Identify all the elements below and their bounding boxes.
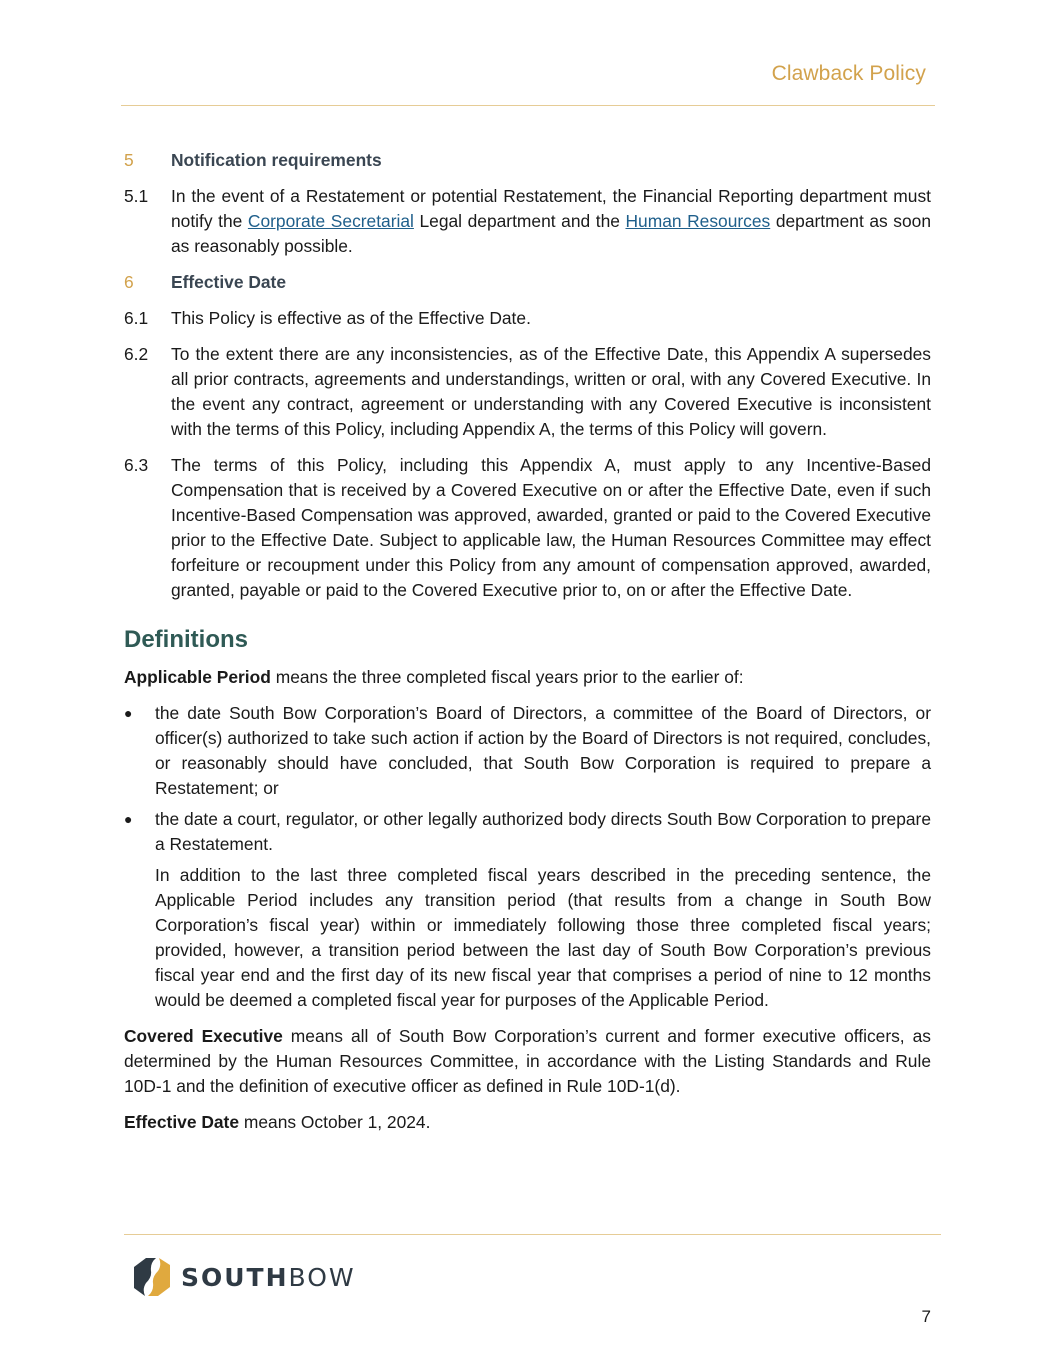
clause-number: 6.2 bbox=[124, 344, 149, 364]
bullet-icon: ● bbox=[124, 705, 133, 721]
corporate-secretarial-link[interactable]: Corporate Secretarial bbox=[247, 211, 414, 231]
definition-covered-executive bbox=[124, 1024, 931, 1099]
brand-wordmark-bold: SOUTH bbox=[181, 1262, 289, 1292]
clause-6-1 bbox=[124, 306, 931, 331]
brand-wordmark-light: BOW bbox=[288, 1262, 356, 1292]
definition-term: Effective Date bbox=[124, 1112, 240, 1132]
section-title: Notification requirements bbox=[171, 150, 382, 170]
applicable-period-addendum: In addition to the last three completed fiscal years described in the preceding sentence, the Applicable Period includes any transition period (that results from a change in South Bow Corporation’s fiscal year) within or immediately following those three completed fiscal years; provided, however, a transition period between the last day of South Bow Corporation’s previous fiscal year end and the first day of its new fiscal year that comprises a period of nine to 12 months would be deemed a completed fiscal year for purposes of the Applicable Period. bbox=[155, 865, 931, 1010]
list-item-text: the date a court, regulator, or other legally authorized body directs South Bow Corporation to prepare a Restatement. bbox=[155, 809, 931, 854]
clause-text-part: department as soon as reasonably possible. bbox=[171, 211, 932, 256]
definition-applicable-period bbox=[124, 665, 931, 690]
clause-6-3 bbox=[124, 453, 931, 603]
page-number: 7 bbox=[921, 1307, 931, 1326]
list-item bbox=[124, 701, 931, 801]
clause-number: 6.3 bbox=[124, 455, 149, 475]
definition-term: Covered Executive bbox=[124, 1026, 283, 1046]
human-resources-link[interactable]: Human Resources bbox=[625, 211, 771, 231]
definition-effective-date bbox=[124, 1110, 931, 1135]
list-item bbox=[124, 807, 931, 857]
clause-text: To the extent there are any inconsistencies, as of the Effective Date, this Appendix A supersedes all prior contracts, agreements and understandings, written or oral, with any Covered Executive. In the event any contract, agreement or understanding with any Covered Executive is inconsistent with the terms of this Policy, including Appendix A, the terms of this Policy will govern. bbox=[171, 344, 931, 439]
clause-text-part: In the event of a Restatement or potential Restatement, the Financial Reporting department must notify the bbox=[171, 186, 931, 231]
section-6-heading bbox=[124, 270, 931, 295]
section-5-heading bbox=[124, 148, 931, 173]
header-divider bbox=[121, 105, 935, 106]
southbow-logo bbox=[132, 1255, 356, 1299]
brand-wordmark bbox=[181, 1263, 356, 1292]
clause-5-1 bbox=[124, 184, 931, 259]
southbow-logo-icon bbox=[132, 1255, 172, 1299]
clause-text: The terms of this Policy, including this Appendix A, must apply to any Incentive-Based Compensation that is received by a Covered Executive on or after the Effective Date, even if such Incentive-Based Compensation was approved, awarded, granted or paid to the Covered Executive prior to the Effective Date. Subject to applicable law, the Human Resources Committee may effect forfeiture or recoupment under this Policy from any amount of compensation approved, awarded, granted, payable or paid to the Covered Executive prior to, on or after the Effective Date. bbox=[171, 455, 931, 600]
section-number: 5 bbox=[124, 150, 134, 170]
document-body bbox=[124, 148, 931, 1146]
definition-term: Applicable Period bbox=[124, 667, 271, 687]
section-title: Effective Date bbox=[171, 272, 287, 292]
clause-number: 5.1 bbox=[124, 186, 149, 206]
definition-text: means the three completed fiscal years prior to the earlier of: bbox=[270, 667, 744, 687]
header-title: Clawback Policy bbox=[771, 62, 926, 85]
section-number: 6 bbox=[124, 272, 134, 292]
bullet-icon: ● bbox=[124, 811, 133, 827]
clause-6-2 bbox=[124, 342, 931, 442]
clause-number: 6.1 bbox=[124, 308, 149, 328]
definitions-heading: Definitions bbox=[124, 626, 248, 653]
clause-text bbox=[171, 184, 931, 259]
clause-text-part: Legal department and the bbox=[413, 211, 626, 231]
definition-text: means October 1, 2024. bbox=[239, 1112, 431, 1132]
clause-text: This Policy is effective as of the Effective Date. bbox=[171, 308, 531, 328]
footer-divider bbox=[124, 1234, 941, 1235]
list-item-text: the date South Bow Corporation’s Board of Directors, a committee of the Board of Directors, or officer(s) authorized to take such action if action by the Board of Directors is not required, concludes, or reasonably should have concluded, that South Bow Corporation is required to prepare a Restatement; or bbox=[155, 703, 931, 798]
definition-text: means all of South Bow Corporation’s current and former executive officers, as determined by the Human Resources Committee, in accordance with the Listing Standards and Rule 10D-1 and the definition of executive officer as defined in Rule 10D-1(d). bbox=[124, 1026, 932, 1096]
